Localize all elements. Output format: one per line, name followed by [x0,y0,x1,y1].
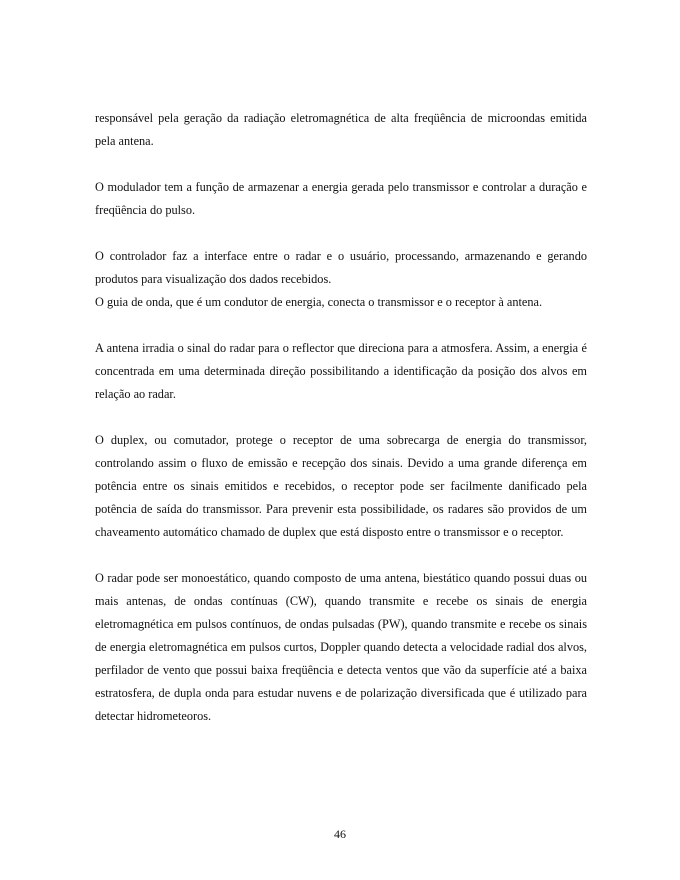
paragraph-controller: O controlador faz a interface entre o radar e o usuário, processando, armazenando e gerando produtos para visualização dos dados recebidos. [95,249,587,286]
paragraph-duplex: O duplex, ou comutador, protege o receptor de uma sobrecarga de energia do transmissor, controlando assim o fluxo de emissão e recepção dos sinais. Devido a uma grande diferença em potência entre os sinais emitidos e recebidos, o receptor pode ser facilmente danificado pela potência de saída do transmissor. Para prevenir esta possibilidade, os radares são providos de um chaveamento automático chamado de duplex que está disposto entre o transmissor e o receptor. [95,433,587,539]
paragraph-waveguide: O guia de onda, que é um condutor de energia, conecta o transmissor e o receptor à antena. [95,295,543,309]
page-number: 46 [334,827,346,841]
paragraph-transmitter-continuation: responsável pela geração da radiação eletromagnética de alta freqüência de microondas emitida pela antena. [95,111,587,148]
page-body [95,107,587,728]
paragraph-antenna: A antena irradia o sinal do radar para o reflector que direciona para a atmosfera. Assim, a energia é concentrada em uma determinada direção possibilitando a identificação da posição dos alvos em relação ao radar. [95,341,587,401]
paragraph-radar-types: O radar pode ser monoestático, quando composto de uma antena, biestático quando possui duas ou mais antenas, de ondas contínuas (CW), quando transmite e recebe os sinais de energia eletromagnética em pulsos contínuos, de ondas pulsadas (PW), quando transmite e recebe os sinais de energia eletromagnética em pulsos curtos, Doppler quando detecta a velocidade radial dos alvos, perfilador de vento que possui baixa freqüência e detecta ventos que vão da superfície até a baixa estratosfera, de dupla onda para estudar nuvens e de polarização diversificada que é utilizado para detectar hidrometeoros. [95,571,587,723]
paragraph-modulator: O modulador tem a função de armazenar a energia gerada pelo transmissor e controlar a duração e freqüência do pulso. [95,180,587,217]
